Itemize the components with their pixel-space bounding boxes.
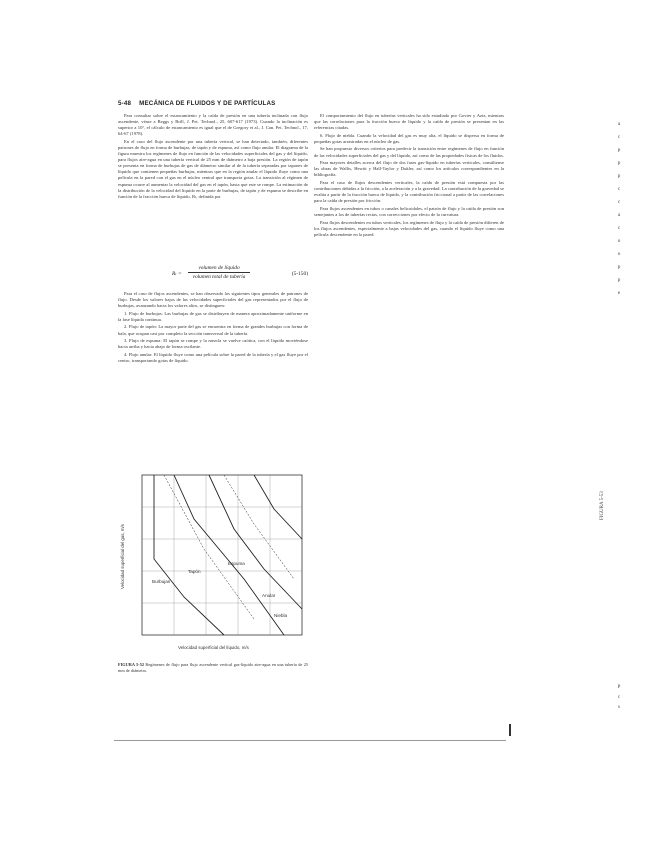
paragraph: 2. Flujo de tapón: La mayor parte del gas se encuentra en forma de grandes burbujas con forma de bala, que ocupan casi por completo la sección transversal de la tubería.	[118, 324, 308, 336]
x-axis-label: Velocidad superficial del líquido, m/s	[178, 645, 249, 650]
equation-numerator: volumen de líquido	[188, 265, 250, 273]
margin-note: p	[617, 147, 621, 153]
margin-note: p	[617, 160, 621, 166]
equation-number: (5-150)	[291, 271, 308, 277]
margin-note: P	[617, 684, 621, 690]
margin-note: a	[617, 212, 621, 218]
page-bottom-edge	[114, 740, 506, 741]
paragraph: 6. Flujo de niebla. Cuando la velocidad del gas es muy alta, el líquido se dispersa en forma de pequeñas gotas arrastradas en el núcleo de gas.	[314, 132, 504, 144]
caption-text: Regímenes de flujo para flujo ascendente vertical gas-líquido aire-agua en una tubería de 25 mm de diámetro.	[118, 662, 308, 673]
region-label-slug: Tapón	[188, 569, 201, 574]
flow-regime-diagram	[114, 469, 308, 654]
margin-note: c	[617, 225, 621, 231]
paragraph: Para flujos descendentes en tubos verticales, los regímenes de flujo y la caída de presión difieren de los flujos ascendentes, especialmente a bajas velocidades del gas, cuando el líquido fluye como una película descendente en la pared.	[314, 219, 504, 237]
margin-note: p	[617, 277, 621, 283]
paragraph: Para el caso de flujos ascendentes, se han observado los siguientes tipos generales de patrones de flujo. Desde los valores bajos de las velocidades superficiales del gas representados por el flujo de burbujas, avanzando hacia los valores altos, se distinguen:	[118, 291, 308, 309]
paragraph: Para consultar sobre el estancamiento y la caída de presión en una tubería inclinada con flujo ascendente, véase a Beggs y Brill, J. Pet. Technol., 25, 607-617 (1973). Cuando la inclinación es superior a 10°, el cálculo de estancamiento es igual que el de Gregory et al., J. Can. Pet. Technol., 17, 64-67 (1978).	[118, 113, 308, 137]
margin-note: c	[617, 186, 621, 192]
margin-notes	[604, 118, 634, 300]
paragraph: 4. Flujo anular: El líquido fluye como una película sobre la pared de la tubería y el gas fluye por el centro, transportando gotas de líquido.	[118, 351, 308, 363]
margin-note: o	[617, 251, 621, 257]
margin-note: a	[617, 121, 621, 127]
region-label-bubble: Burbujas	[152, 579, 171, 584]
caption-label: FIGURA 5-52	[118, 662, 144, 667]
margin-note: p	[617, 173, 621, 179]
right-column	[314, 113, 504, 239]
page-number: 5-48	[118, 100, 132, 107]
margin-note: s	[617, 704, 621, 710]
margin-note: c	[617, 694, 621, 700]
paragraph: Para flujos ascendentes en tubos o canales helicoidales, el patrón de flujo y la caída de presión son semejantes a los de tuberías rectas, con correcciones por efecto de la curvatura.	[314, 205, 504, 217]
plot-frame	[142, 475, 302, 635]
paragraph: En el caso del flujo ascendente por una tubería vertical, se han detectado, también, diferentes patrones de flujo en forma de burbujas, de tapón y de espuma, así como flujo anular. El diagrama de la figura muestra los regímenes de flujo en función de las velocidades superficiales del gas y del líquido, para flujos aire-agua en una tubería vertical de 25 mm de diámetro a baja presión. La región de tapón se presenta en forma de burbujas de gas de diámetro similar al de la tubería separadas por tapones de líquido que contienen pequeñas burbujas, mientras que en la región anular el líquido fluye como una película en la pared con el gas en el núcleo central que transporta gotas. La transición al régimen de espuma ocurre al aumentar la velocidad del gas en el tapón, hasta que este se rompe. La estimación de la distribución de la velocidad del líquido en la parte de burbujas, de tapón y de espuma se describe en función de la fracción hueca de líquido, Rₗ, definida por	[118, 138, 308, 199]
margin-note: e	[617, 290, 621, 296]
left-column	[118, 113, 308, 201]
paragraph: Para el caso de flujos descendentes verticales, la caída de presión está compuesta por las contribuciones debidas a la fricción, a la aceleración y a la gravedad. La contribución de la gravedad se evalúa a partir de la fracción hueca de líquido, y la contribución friccional a partir de las correlaciones para la caída de presión por fricción.	[314, 179, 504, 204]
margin-note: o	[617, 238, 621, 244]
paragraph: 1. Flujo de burbujas: Las burbujas de gas se distribuyen de manera aproximadamente uniforme en la fase líquida continua.	[118, 310, 308, 322]
paragraph: 3. Flujo de espuma: El tapón se rompe y la mezcla se vuelve caótica, con el líquido moviéndose hacia arriba y hacia abajo de forma oscilante.	[118, 338, 308, 350]
page-fold-mark	[509, 724, 511, 736]
running-header	[118, 100, 418, 107]
region-label-mist: Niebla	[274, 613, 288, 618]
equation-fraction	[188, 265, 250, 280]
y-axis-label: Velocidad superficial del gas, m/s	[120, 524, 125, 589]
equation-5-150	[118, 265, 308, 287]
left-column-continued	[118, 291, 308, 366]
equation-denominator: volumen total de tubería	[192, 274, 246, 280]
figure-caption	[118, 662, 308, 673]
margin-note: p	[617, 264, 621, 270]
flow-regime-figure	[114, 469, 308, 654]
margin-note: c	[617, 134, 621, 140]
margin-notes-bottom	[604, 682, 634, 712]
running-title: MECÁNICA DE FLUIDOS Y DE PARTÍCULAS	[139, 100, 276, 107]
margin-note: c	[617, 199, 621, 205]
equation-lhs: Rₗ =	[172, 271, 182, 277]
paragraph: Se han propuesto diversos criterios para predecir la transición entre regímenes de flujo en función de las velocidades superficiales del gas y del líquido, así como de las propiedades físicas de los fluidos.	[314, 146, 504, 158]
margin-figure-label: FIGURA 5-53	[600, 491, 605, 520]
region-label-annular: Anular	[262, 593, 276, 598]
paragraph: El comportamiento del flujo en tuberías verticales ha sido estudiado por Govier y Aziz, mientras que las correlaciones para la fracción hueca de líquido y la caída de presión se presentan en las referencias citadas.	[314, 113, 504, 131]
paragraph: Para mayores detalles acerca del flujo de dos fases gas-líquido en tuberías verticales, consúltense las obras de Wallis, Hewitt y Hall-Taylor y Dukler, así como los artículos correspondientes en la bibliografía.	[314, 160, 504, 178]
region-label-froth: Espuma	[228, 561, 245, 566]
